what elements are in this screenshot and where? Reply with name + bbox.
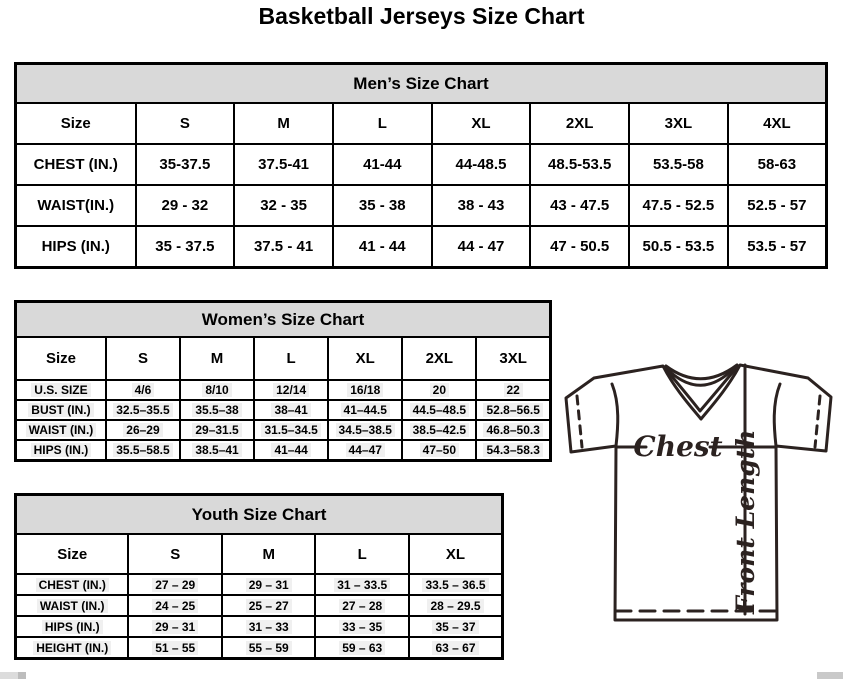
size-value [254,420,328,440]
size-value-text: 12/14 [273,383,309,397]
column-header-text: M [262,545,275,563]
row-label-text: WAIST (IN.) [37,599,108,613]
size-value-text: 47.5 - 52.5 [642,197,715,214]
column-header [432,103,531,144]
size-value-text: 59 – 63 [339,641,385,655]
size-value [476,420,550,440]
column-header-text: S [170,545,181,563]
column-header-text: L [357,545,367,563]
table-row [16,616,503,637]
size-value-text: 29 – 31 [152,620,198,634]
row-label [16,226,136,268]
column-header-text: Size [45,350,76,367]
column-header [629,103,728,144]
row-label-text: HIPS (IN.) [42,620,103,634]
size-value-text: 44 - 47 [457,238,505,255]
size-value-text: 34.5–38.5 [336,423,395,437]
size-value [222,637,316,659]
size-value-text: 31 – 33 [246,620,292,634]
size-value-text: 29–31.5 [192,423,241,437]
size-value-text: 53.5-58 [652,156,704,173]
table-title [16,302,551,338]
column-header-text: XL [445,545,466,563]
column-header [333,103,432,144]
row-label [16,595,129,616]
size-value [432,185,531,226]
size-value [106,400,180,420]
size-value [402,400,476,420]
jersey-diagram-svg [552,350,843,638]
row-label [16,574,129,595]
size-value-text: 44-48.5 [455,156,507,173]
size-value-text: 58-63 [757,156,797,173]
column-header [402,337,476,380]
column-header-text: M [277,115,290,132]
size-value-text: 41–44 [271,443,310,457]
size-value [728,185,827,226]
row-label [16,400,106,420]
size-value [409,637,503,659]
size-value-text: 46.8–50.3 [483,423,542,437]
size-value-text: 51 – 55 [152,641,198,655]
size-value-text: 35 - 37.5 [155,238,215,255]
size-value-text: 37.5-41 [258,156,309,173]
size-value-text: 47 - 50.5 [550,238,610,255]
size-value-text: 26–29 [123,423,162,437]
size-value [530,185,629,226]
size-value [333,226,432,268]
size-value-text: 31 – 33.5 [334,578,390,592]
size-value-text: 32 - 35 [260,197,307,214]
size-value-text: 52.5 - 57 [747,197,807,214]
size-value-text: 38.5–41 [192,443,241,457]
size-value-text: 63 – 67 [432,641,478,655]
size-value-text: 25 – 27 [246,599,292,613]
column-header-text: 2XL [565,115,594,132]
size-value [530,144,629,185]
jersey-outline [566,365,831,620]
size-value [402,440,476,461]
size-value [128,637,222,659]
column-header [106,337,180,380]
size-value-text: 38 - 43 [457,197,505,214]
size-value [254,400,328,420]
front-length-label: Front Length [731,429,760,614]
size-value-text: 38–41 [271,403,310,417]
size-value-text: 41–44.5 [341,403,390,417]
column-header-text: Size [57,545,88,563]
column-header [409,534,503,574]
column-header [136,103,235,144]
table-title-text: Youth Size Chart [191,504,327,524]
size-value [333,144,432,185]
size-value [315,616,409,637]
size-value-text: 28 – 29.5 [427,599,483,613]
size-value [222,616,316,637]
table-row [16,420,551,440]
size-value-text: 8/10 [202,383,231,397]
size-value-text: 54.3–58.3 [483,443,542,457]
size-value-text: 47–50 [420,443,459,457]
row-label [16,616,129,637]
size-value [106,420,180,440]
size-value-text: 41 - 44 [358,238,406,255]
table-row [16,400,551,420]
size-value [402,380,476,400]
column-header [16,534,129,574]
row-label [16,440,106,461]
size-value [432,226,531,268]
size-value-text: 27 – 29 [152,578,198,592]
size-value [728,144,827,185]
size-value [136,144,235,185]
size-value-text: 48.5-53.5 [547,156,612,173]
size-value [409,574,503,595]
youth-size-table [14,493,504,660]
column-header [128,534,222,574]
size-value-text: 32.5–35.5 [113,403,172,417]
column-header [234,103,333,144]
table-title-text: Women’s Size Chart [201,309,365,329]
size-value [180,380,254,400]
table-row [16,440,551,461]
chest-label: Chest [633,430,723,463]
horizontal-scrollbar-track-right[interactable] [817,672,843,679]
table-row [16,574,503,595]
row-label [16,380,106,400]
size-value [315,595,409,616]
size-value [328,420,402,440]
row-label-text: WAIST (IN.) [26,423,97,437]
row-label-text: CHEST (IN.) [36,578,109,592]
horizontal-scrollbar-track-left[interactable] [0,672,18,679]
table-row [16,595,503,616]
column-header [328,337,402,380]
size-value [402,420,476,440]
row-label [16,144,136,185]
column-header-text: Size [60,115,91,132]
row-label-text: U.S. SIZE [31,383,90,397]
size-value-text: 41-44 [363,156,402,173]
row-label-text: HEIGHT (IN.) [33,641,111,655]
size-value [180,420,254,440]
size-value [409,616,503,637]
jersey-measurement-diagram [552,350,843,638]
size-value-text: 29 - 32 [161,197,209,214]
size-value [629,185,728,226]
size-value-text: 4/6 [132,383,155,397]
row-label-text: HIPS (IN.) [31,443,92,457]
row-label-text: HIPS (IN.) [41,238,110,255]
column-header-text: XL [471,115,491,132]
size-value [128,595,222,616]
column-header [16,337,106,380]
column-header-text: 3XL [664,115,693,132]
size-value-text: 24 – 25 [152,599,198,613]
size-value [234,185,333,226]
table-row [16,637,503,659]
table-row [16,226,827,268]
size-value [629,226,728,268]
size-value [234,144,333,185]
size-value [530,226,629,268]
size-value [476,440,550,461]
size-value-text: 35.5–38 [192,403,241,417]
size-value [106,440,180,461]
table-title [16,64,827,104]
column-header-text: 3XL [499,350,527,367]
size-value [234,226,333,268]
horizontal-scrollbar-thumb[interactable] [18,672,26,679]
size-value-text: 22 [504,383,523,397]
size-value-text: 52.8–56.5 [483,403,542,417]
size-value [180,440,254,461]
size-value [333,185,432,226]
row-label [16,637,129,659]
page-title: Basketball Jerseys Size Chart [258,3,585,29]
size-value-text: 44.5–48.5 [410,403,469,417]
row-label [16,185,136,226]
size-value [254,440,328,461]
column-header-text: S [179,115,190,132]
column-header-text: 4XL [763,115,791,132]
size-value-text: 44–47 [346,443,385,457]
size-value-text: 53.5 - 57 [747,238,807,255]
size-value [315,574,409,595]
size-value-text: 33 – 35 [339,620,385,634]
size-value [476,380,550,400]
size-value-text: 37.5 - 41 [253,238,314,255]
column-header-text: 2XL [425,350,454,367]
row-label [16,420,106,440]
size-value-text: 31.5–34.5 [261,423,320,437]
size-value-text: 55 – 59 [246,641,292,655]
size-value-text: 20 [430,383,449,397]
size-value [180,400,254,420]
column-header [254,337,328,380]
column-header-text: XL [355,350,375,367]
table-row [16,144,827,185]
size-value-text: 35 – 37 [432,620,478,634]
column-header [476,337,550,380]
size-value [136,185,235,226]
size-value-text: 33.5 – 36.5 [422,578,488,592]
size-value-text: 35-37.5 [159,156,211,173]
mens-size-table [14,62,828,269]
size-value [128,574,222,595]
size-value [136,226,235,268]
table-title [16,495,503,535]
size-value [222,595,316,616]
size-value-text: 43 - 47.5 [550,197,610,214]
column-header-text: M [210,350,224,367]
size-value-text: 29 – 31 [246,578,292,592]
size-value-text: 35.5–58.5 [113,443,172,457]
size-value-text: 35 - 38 [358,197,406,214]
size-value [254,380,328,400]
column-header [315,534,409,574]
column-header-text: S [137,350,148,367]
size-value [328,440,402,461]
size-value [315,637,409,659]
column-header [530,103,629,144]
row-label-text: CHEST (IN.) [33,156,118,173]
row-label-text: BUST (IN.) [28,403,93,417]
womens-size-table [14,300,552,462]
column-header [16,103,136,144]
size-value-text: 16/18 [347,383,383,397]
size-value [476,400,550,420]
size-value [328,400,402,420]
table-row [16,185,827,226]
table-title-text: Men’s Size Chart [353,73,489,93]
size-value [222,574,316,595]
table-row [16,380,551,400]
row-label-text: WAIST(IN.) [37,197,115,214]
size-value [106,380,180,400]
column-header [222,534,316,574]
column-header [728,103,827,144]
column-header [180,337,254,380]
column-header-text: L [377,115,387,132]
size-value [328,380,402,400]
size-value-text: 27 – 28 [339,599,385,613]
column-header-text: L [286,350,296,367]
size-value [409,595,503,616]
size-value [728,226,827,268]
size-value [128,616,222,637]
size-value [432,144,531,185]
size-value-text: 38.5–42.5 [410,423,469,437]
size-value-text: 50.5 - 53.5 [642,238,715,255]
size-value [629,144,728,185]
